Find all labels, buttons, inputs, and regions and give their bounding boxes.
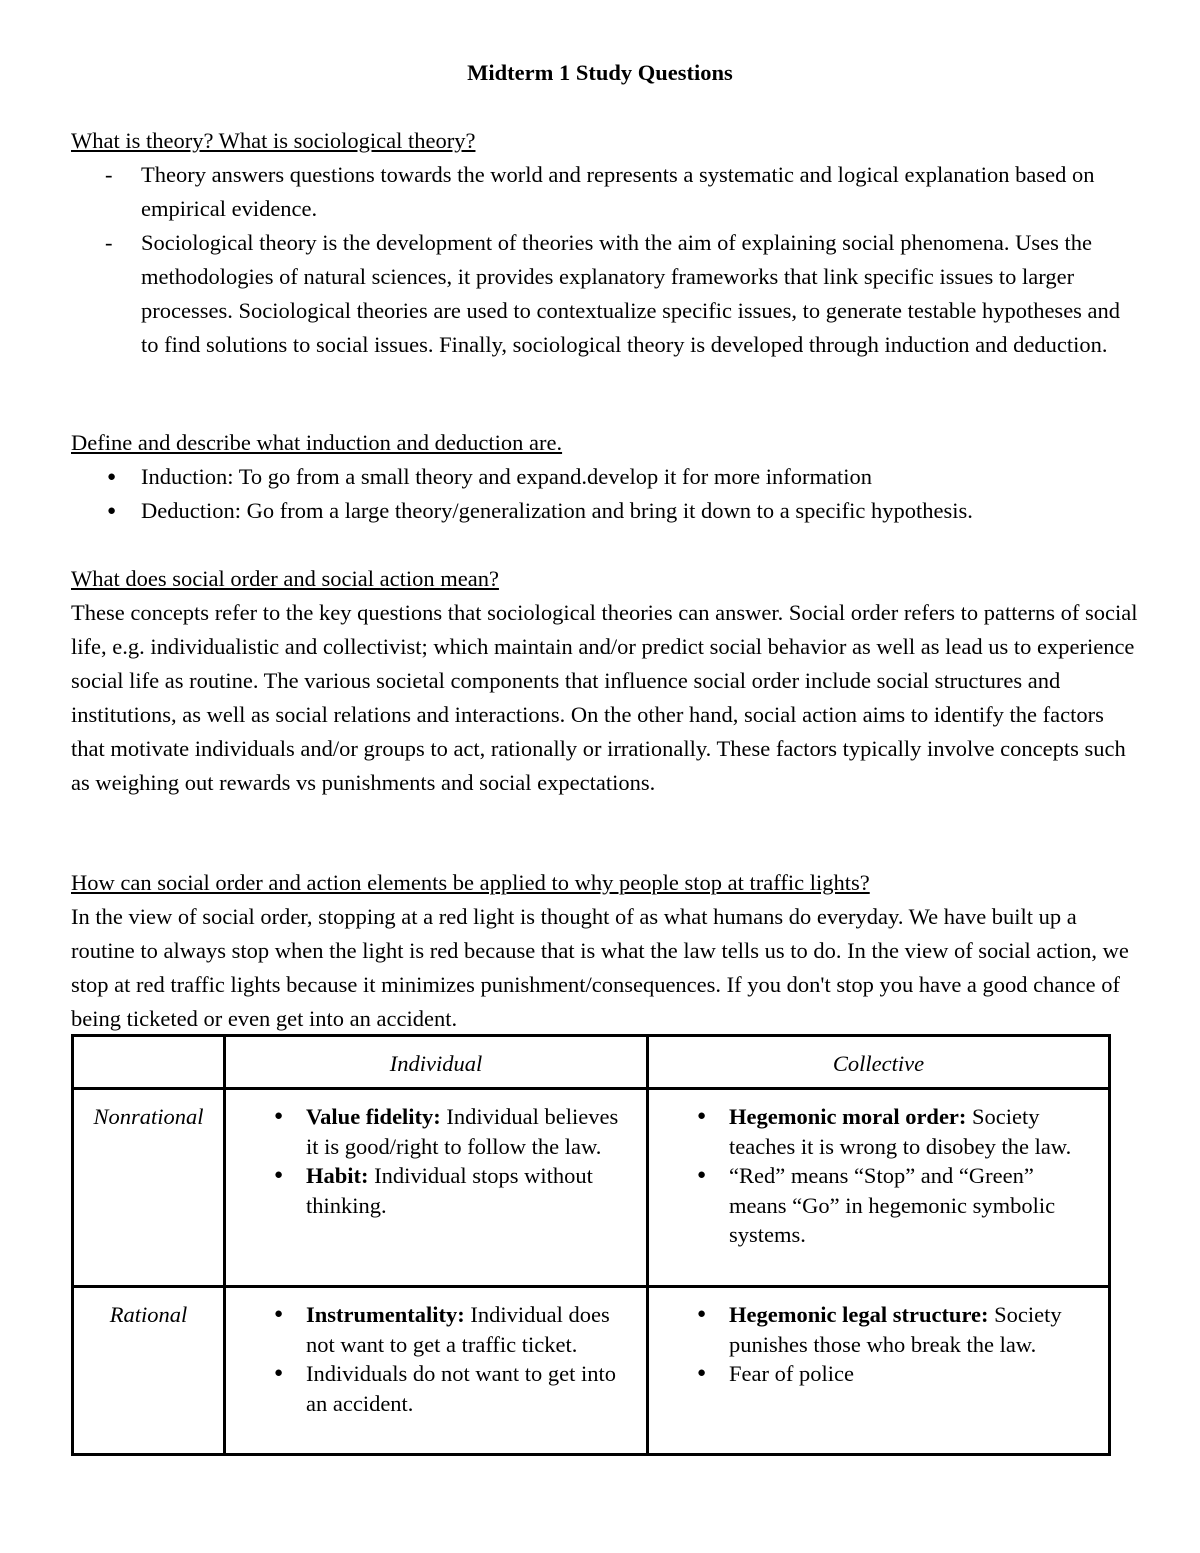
table-list-item: ● Habit: Individual stops without thinking. bbox=[226, 1161, 630, 1220]
row-header-rational: Rational bbox=[73, 1287, 225, 1455]
table-list-item: ● Fear of police bbox=[649, 1359, 1092, 1389]
section-question: What is theory? What is sociological theory? bbox=[71, 128, 476, 153]
document-title: Midterm 1 Study Questions bbox=[467, 60, 733, 85]
table-list-item: ● Instrumentality: Individual does not want to get a traffic ticket. bbox=[226, 1300, 630, 1359]
table-cell bbox=[648, 1089, 1110, 1287]
section-question: What does social order and social action mean? bbox=[71, 566, 499, 591]
column-header-collective: Collective bbox=[648, 1036, 1110, 1089]
table-list-item: ● Individuals do not want to get into an accident. bbox=[226, 1359, 630, 1418]
section-paragraph: These concepts refer to the key questions that sociological theories can answer. Social order refers to patterns of social life, e.g. individualistic and collectivist; which maintain and/or predict social behavior as well as lead us to experience social life as routine. The various societal components that influence social order include social structures and institutions, as well as social relations and interactions. On the other hand, social action aims to identify the factors that motivate individuals and/or groups to act, rationally or irrationally. These factors typically involve concepts such as weighing out rewards vs punishments and social expectations. bbox=[71, 600, 1138, 795]
section-theory bbox=[71, 124, 1141, 362]
table-list-item: ● Value fidelity: Individual believes it is good/right to follow the law. bbox=[226, 1102, 630, 1161]
section-induction-deduction bbox=[71, 426, 1141, 528]
table-header-row bbox=[73, 1036, 1110, 1089]
table-list-item: ● Hegemonic legal structure: Society punishes those who break the law. bbox=[649, 1300, 1092, 1359]
section-paragraph: In the view of social order, stopping at a red light is thought of as what humans do everyday. We have built up a routine to always stop when the light is red because that is what the law tells us to do. In the view of social action, we stop at red traffic lights because it minimizes punishment/consequences. If you don't stop you have a good chance of being ticketed or even get into an accident. bbox=[71, 904, 1129, 1031]
list-item: - Sociological theory is the development of theories with the aim of explaining social phenomena. Uses the methodologies of natural sciences, it provides explanatory frameworks that link specific issues to larger processes. Sociological theories are used to contextualize specific issues, to generate testable hypotheses and to find solutions to social issues. Finally, sociological theory is developed through induction and deduction. bbox=[71, 226, 1141, 362]
bullet-list bbox=[71, 460, 1141, 528]
list-item: ● Induction: To go from a small theory and expand.develop it for more information bbox=[71, 460, 1141, 494]
list-item: ● Deduction: Go from a large theory/generalization and bring it down to a specific hypothesis. bbox=[71, 494, 1141, 528]
column-header-individual: Individual bbox=[225, 1036, 648, 1089]
table-list-item: ● Hegemonic moral order: Society teaches it is wrong to disobey the law. bbox=[649, 1102, 1092, 1161]
section-traffic-lights bbox=[71, 866, 1141, 1036]
social-order-action-table bbox=[71, 1034, 1111, 1456]
table-row bbox=[73, 1287, 1110, 1455]
dash-list bbox=[71, 158, 1141, 362]
section-question: Define and describe what induction and deduction are. bbox=[71, 430, 563, 455]
section-social-order-action bbox=[71, 562, 1141, 800]
row-header-nonrational: Nonrational bbox=[73, 1089, 225, 1287]
table-cell bbox=[225, 1089, 648, 1287]
list-item: - Theory answers questions towards the world and represents a systematic and logical explanation based on empirical evidence. bbox=[71, 158, 1141, 226]
table-cell bbox=[648, 1287, 1110, 1455]
table-row bbox=[73, 1089, 1110, 1287]
table-list-item: ● “Red” means “Stop” and “Green” means “Go” in hegemonic symbolic systems. bbox=[649, 1161, 1092, 1250]
table-corner-cell bbox=[73, 1036, 225, 1089]
table-cell bbox=[225, 1287, 648, 1455]
section-question: How can social order and action elements be applied to why people stop at traffic lights? bbox=[71, 870, 870, 895]
